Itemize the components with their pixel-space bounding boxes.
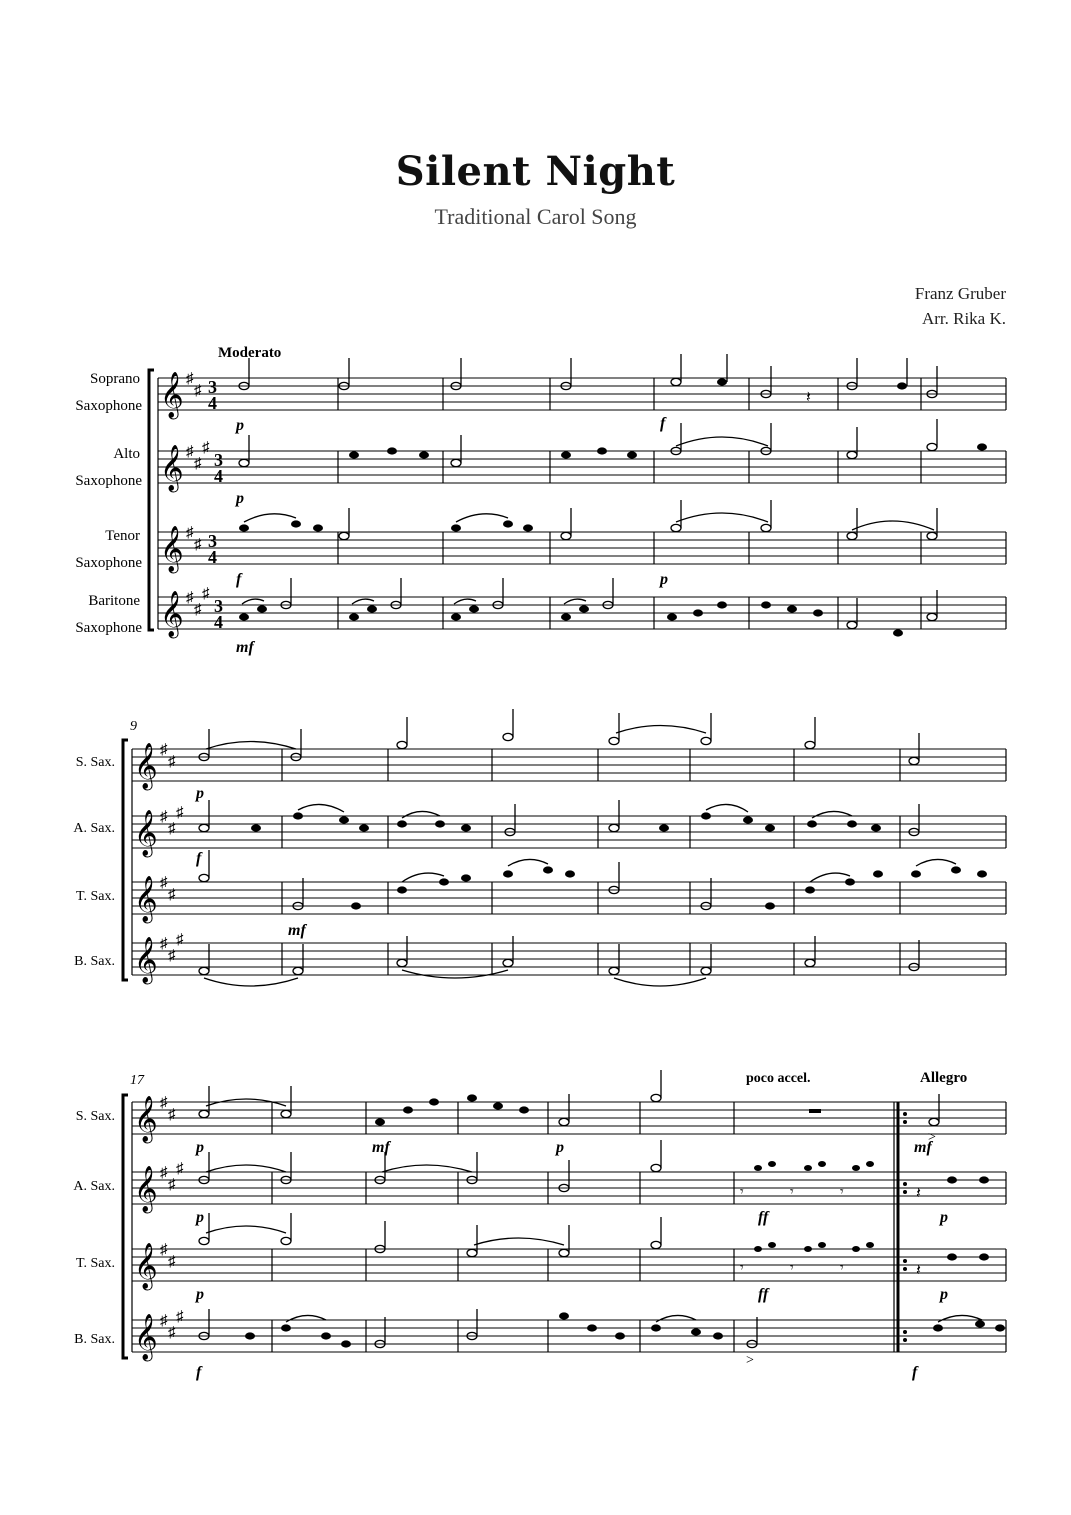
dynamic-mark: mf — [288, 922, 306, 939]
instrument-label-alto-1: Alto — [113, 446, 140, 462]
treble-clefs-system-3 — [134, 1096, 158, 1362]
accent-icon: > — [928, 1130, 936, 1145]
note-head — [597, 447, 607, 454]
sharp-icon: ♯ — [186, 371, 194, 387]
note-head — [523, 524, 533, 531]
note-head — [717, 601, 727, 608]
dynamic-mark: ff — [758, 1209, 769, 1226]
treble-clef-icon: 𝄞 — [134, 1166, 158, 1211]
dynamic-mark: f — [912, 1364, 918, 1381]
treble-clef-icon: 𝄞 — [134, 1243, 158, 1288]
sharp-icon: ♯ — [176, 932, 184, 948]
sharp-icon: ♯ — [168, 1177, 176, 1193]
rest-icon: 𝄾 — [840, 1261, 844, 1276]
notes-soprano — [239, 354, 937, 398]
instrument-label-alto-2: Saxophone — [75, 473, 142, 489]
time-sig-top: 3 — [214, 596, 223, 616]
note-head — [627, 451, 637, 458]
sharp-icon: ♯ — [194, 383, 202, 399]
rest-icon: 𝄽 — [806, 389, 811, 406]
note-head — [847, 451, 857, 458]
treble-clef-icon: 𝄞 — [134, 876, 158, 921]
note-head — [927, 532, 937, 539]
instrument-label-soprano: S. Sax. — [75, 755, 115, 770]
sharp-icon: ♯ — [160, 1095, 168, 1111]
notes-tenor-2 — [199, 850, 711, 910]
slurs-tenor-2 — [402, 859, 956, 882]
instrument-label-soprano: S. Sax. — [75, 1109, 115, 1124]
rest-icon: 𝄾 — [740, 1185, 744, 1200]
dynamic-mark: p — [940, 1286, 948, 1303]
rest-icon: 𝄾 — [790, 1185, 794, 1200]
sharp-icon: ♯ — [194, 602, 202, 618]
staff-soprano — [158, 378, 1006, 410]
dynamic-mark: p — [196, 1209, 204, 1226]
time-sig-top: 3 — [214, 450, 223, 470]
sharp-icon: ♯ — [176, 1309, 184, 1325]
treble-clef-icon: 𝄞 — [160, 445, 184, 490]
accent-icon: > — [746, 1353, 754, 1368]
instrument-label-baritone: B. Sax. — [74, 954, 115, 969]
note-head — [313, 524, 323, 531]
filled-notes-tenor-3 — [754, 1242, 989, 1261]
sharp-icon: ♯ — [186, 590, 194, 606]
staff-tenor — [158, 532, 1006, 564]
notes-soprano-2 — [199, 709, 919, 765]
note-head — [503, 520, 513, 527]
note-head — [349, 613, 359, 620]
system-3 — [73, 1070, 1006, 1381]
filled-notes-tenor — [239, 520, 533, 531]
note-head — [239, 524, 249, 531]
treble-clef-icon: 𝄞 — [160, 591, 184, 636]
sharp-icon: ♯ — [160, 875, 168, 891]
note-head — [451, 524, 461, 531]
time-sig-bottom: 4 — [214, 466, 223, 486]
note-head — [469, 605, 479, 612]
time-sig-top: 3 — [208, 531, 217, 551]
treble-clef-icon: 𝄞 — [134, 1096, 158, 1141]
repeat-dots — [903, 1112, 907, 1342]
key-signatures-system-3 — [160, 1095, 184, 1341]
treble-clefs — [160, 372, 184, 639]
note-head — [291, 520, 301, 527]
note-head — [671, 378, 681, 385]
system-bracket — [123, 740, 128, 980]
note-head — [561, 451, 571, 458]
dynamic-mark: p — [196, 785, 204, 802]
time-sig-top: 3 — [208, 377, 217, 397]
sharp-icon: ♯ — [160, 1313, 168, 1329]
dynamic-mark: ff — [758, 1286, 769, 1303]
filled-notes-tenor-2 — [351, 866, 987, 909]
note-head — [561, 532, 571, 539]
sharp-icon: ♯ — [168, 1325, 176, 1341]
note-head — [693, 609, 703, 616]
tie — [676, 437, 768, 446]
sharp-icon: ♯ — [168, 821, 176, 837]
instrument-label-soprano-1: Soprano — [90, 371, 140, 387]
time-sig-bottom: 4 — [208, 393, 217, 413]
note-head — [367, 605, 377, 612]
note-head — [239, 459, 249, 466]
notes-soprano-3 — [199, 1070, 939, 1126]
instrument-label-alto: A. Sax. — [73, 821, 115, 836]
sharp-icon: ♯ — [194, 456, 202, 472]
treble-clef-icon: 𝄞 — [160, 526, 184, 571]
rest-icon: 𝄾 — [790, 1261, 794, 1276]
sharp-icon: ♯ — [160, 1165, 168, 1181]
rest-icon: 𝄾 — [740, 1261, 744, 1276]
note-head — [257, 605, 267, 612]
treble-clef-icon: 𝄞 — [134, 1314, 158, 1359]
time-signatures — [208, 377, 223, 632]
note-head — [667, 613, 677, 620]
system-2 — [73, 709, 1006, 986]
time-sig-bottom: 4 — [214, 612, 223, 632]
note-head — [387, 447, 397, 454]
measure-number: 9 — [130, 719, 137, 734]
rest-icon: 𝄽 — [916, 1185, 921, 1202]
sharp-icon: ♯ — [168, 948, 176, 964]
instrument-label-tenor-2: Saxophone — [75, 555, 142, 571]
slurs-tenor — [244, 513, 934, 530]
note-head — [813, 609, 823, 616]
sharp-icon: ♯ — [176, 805, 184, 821]
notes-tenor — [339, 500, 937, 540]
staves-system-2 — [132, 749, 1006, 975]
tempo-mark: Allegro — [920, 1070, 968, 1086]
instrument-label-alto: A. Sax. — [73, 1179, 115, 1194]
dynamic-mark: p — [196, 1139, 204, 1156]
dynamics-system-2 — [194, 785, 307, 939]
sharp-icon: ♯ — [168, 1254, 176, 1270]
composer-credit: Franz Gruber — [914, 284, 1006, 303]
sharp-icon: ♯ — [168, 1107, 176, 1123]
sharp-icon: ♯ — [160, 1242, 168, 1258]
note-head — [561, 613, 571, 620]
system-bracket — [123, 1095, 128, 1358]
dynamic-mark: mf — [372, 1139, 390, 1156]
sharp-icon: ♯ — [160, 742, 168, 758]
note-head — [349, 451, 359, 458]
instrument-label-baritone-1: Baritone — [88, 593, 140, 609]
note-head — [927, 443, 937, 450]
notes-alto-3 — [199, 1140, 661, 1192]
instrument-label-baritone: B. Sax. — [74, 1332, 115, 1347]
note-head — [897, 382, 907, 389]
measure-number: 17 — [130, 1073, 144, 1088]
note-head — [419, 451, 429, 458]
note-head — [847, 621, 857, 628]
dynamic-mark: f — [196, 850, 202, 867]
system-1 — [75, 345, 1006, 656]
note-head — [451, 613, 461, 620]
treble-clef-icon: 𝄞 — [134, 743, 158, 788]
sharp-icon: ♯ — [194, 537, 202, 553]
filled-notes-baritone-3 — [245, 1312, 1005, 1347]
key-signatures — [186, 371, 210, 618]
tempo-mark: poco accel. — [746, 1071, 811, 1086]
note-head — [579, 605, 589, 612]
filled-notes-soprano — [717, 354, 907, 406]
instrument-label-soprano-2: Saxophone — [75, 398, 142, 414]
dynamic-mark: f — [196, 1364, 202, 1381]
page-subtitle: Traditional Carol Song — [434, 204, 637, 229]
sharp-icon: ♯ — [168, 754, 176, 770]
note-head — [451, 459, 461, 466]
dynamic-mark: p — [236, 490, 244, 507]
note-head — [761, 524, 771, 531]
instrument-label-tenor-1: Tenor — [105, 528, 140, 544]
dynamic-mark: f — [236, 571, 242, 588]
instrument-label-baritone-2: Saxophone — [75, 620, 142, 636]
instrument-label-tenor: T. Sax. — [75, 889, 115, 904]
staff-alto — [158, 451, 1006, 483]
sharp-icon: ♯ — [168, 887, 176, 903]
note-head — [893, 629, 903, 636]
note-head — [787, 605, 797, 612]
sharp-icon: ♯ — [160, 809, 168, 825]
dynamic-mark: p — [236, 417, 244, 434]
barlines — [158, 378, 1006, 629]
sharp-icon: ♯ — [186, 525, 194, 541]
time-sig-bottom: 4 — [208, 547, 217, 567]
treble-clefs-system-2 — [134, 743, 158, 985]
note-head — [847, 532, 857, 539]
note-head — [717, 378, 727, 385]
dynamic-mark: p — [660, 571, 668, 588]
filled-notes-alto-2 — [251, 812, 881, 831]
notes-alto-2 — [199, 800, 919, 836]
key-signatures-system-2 — [160, 742, 184, 964]
system-bracket — [149, 370, 154, 630]
note-head — [671, 524, 681, 531]
note-head — [927, 613, 937, 620]
rest-icon: 𝄽 — [916, 1262, 921, 1279]
tempo-mark: Moderato — [218, 345, 282, 361]
barlines-system-2 — [132, 749, 1006, 975]
note-head — [977, 443, 987, 450]
notes-tenor-3 — [199, 1213, 661, 1257]
treble-clef-icon: 𝄞 — [134, 810, 158, 855]
dynamic-mark: f — [660, 415, 666, 432]
sharp-icon: ♯ — [202, 440, 210, 456]
dynamic-mark: p — [556, 1139, 564, 1156]
rest-icon: 𝄾 — [840, 1185, 844, 1200]
dynamic-mark: mf — [236, 639, 254, 656]
note-head — [339, 532, 349, 539]
arranger-credit: Arr. Rika K. — [921, 309, 1006, 328]
treble-clef-icon: 𝄞 — [160, 372, 184, 417]
dynamic-mark: mf — [914, 1139, 932, 1156]
page-title: Silent Night — [395, 148, 676, 195]
dynamic-mark: p — [196, 1286, 204, 1303]
sharp-icon: ♯ — [202, 586, 210, 602]
sharp-icon: ♯ — [160, 936, 168, 952]
sharp-icon: ♯ — [176, 1161, 184, 1177]
dynamic-mark: p — [940, 1209, 948, 1226]
note-head — [239, 613, 249, 620]
treble-clef-icon: 𝄞 — [134, 937, 158, 982]
sharp-icon: ♯ — [186, 444, 194, 460]
note-head — [761, 601, 771, 608]
instrument-label-tenor: T. Sax. — [75, 1256, 115, 1271]
dynamics-system-3 — [194, 1139, 948, 1381]
